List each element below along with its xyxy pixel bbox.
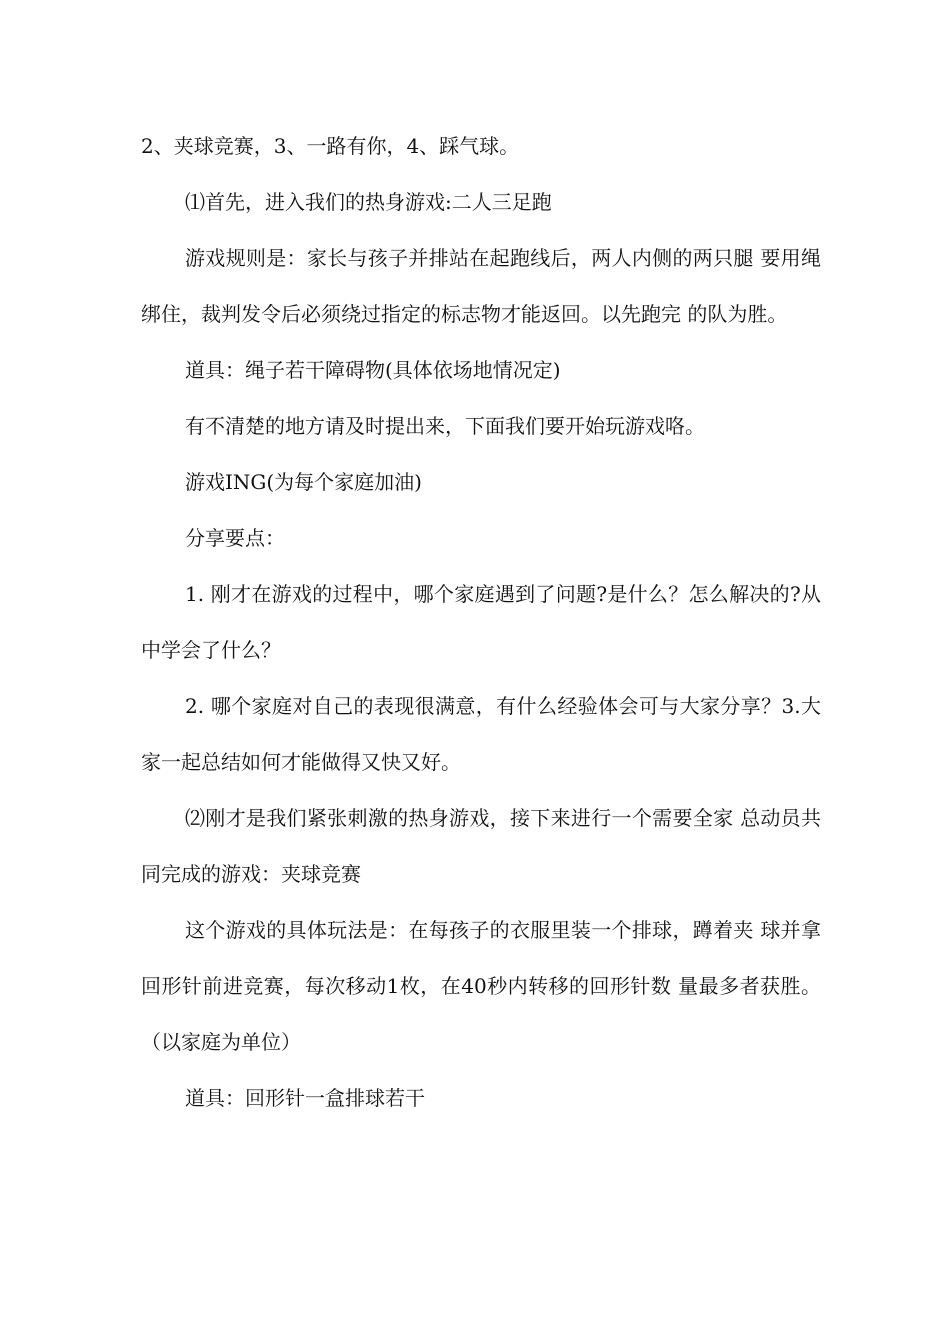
paragraph-sharing-point-1: 1. 刚才在游戏的过程中，哪个家庭遇到了问题?是什么？怎么解决的?从中学会了什么？: [141, 582, 821, 662]
paragraph-questions-prompt: 有不清楚的地方请及时提出来，下面我们要开始玩游戏咯。: [185, 414, 705, 438]
paragraph-warmup-props: 道具：绳子若干障碍物(具体依场地情况定): [185, 358, 561, 382]
paragraph-game-list: 2、夹球竞赛，3、一路有你，4、踩气球。: [141, 134, 520, 158]
paragraph-sharing-heading: 分享要点：: [185, 526, 285, 550]
paragraph-warmup-rules: 游戏规则是：家长与孩子并排站在起跑线后，两人内侧的两只腿 要用绳绑住，裁判发令后必须绕过指定的标志物才能返回。以先跑完 的队为胜。: [141, 246, 821, 326]
paragraph-ball-game-rules: 这个游戏的具体玩法是：在每孩子的衣服里装一个排球，蹲着夹 球并拿回形针前进竞赛，每次移动1枚，在40秒内转移的回形针数 量最多者获胜。（以家庭为单位）: [141, 918, 821, 1054]
paragraph-game-ing: 游戏ING(为每个家庭加油): [185, 470, 422, 494]
paragraph-warmup-intro: ⑴首先，进入我们的热身游戏:二人三足跑: [185, 190, 552, 214]
paragraph-ball-game-intro: ⑵刚才是我们紧张刺激的热身游戏，接下来进行一个需要全家 总动员共同完成的游戏：夹球竞赛: [141, 806, 821, 886]
paragraph-sharing-point-2: 2. 哪个家庭对自己的表现很满意，有什么经验体会可与大家分享？3.大家一起总结如何才能做得又快又好。: [141, 694, 821, 774]
document-body: [141, 118, 821, 1126]
paragraph-ball-game-props: 道具：回形针一盒排球若干: [185, 1086, 425, 1110]
